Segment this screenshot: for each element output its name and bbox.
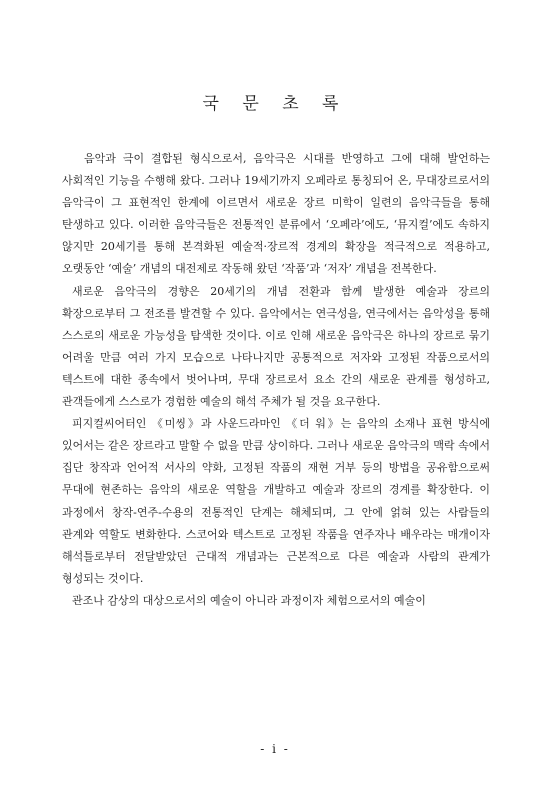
- paragraph: 새로운 음악극의 경향은 20세기의 개념 전환과 함께 발생한 예술과 장르의 확장으로부터 그 전조를 발견할 수 있다. 음악에서는 연극성을, 연극에서는 음악성을 통해 스스로의 새로운 가능성을 탐색한 것이다. 이로 인해 새로운 음악극은 하나의 장르로 묶기 어려울 만큼 여러 가지 모습으로 나타나지만 공통적으로 저자와 고정된 작품으로서의 텍스트에 대한 종속에서 벗어나며, 무대 장르로서 요소 간의 새로운 관계를 형성하고, 관객들에게 스스로가 경험한 예술의 해석 주체가 될 것을 요구한다.: [62, 284, 490, 409]
- page-number: - i -: [260, 742, 290, 756]
- abstract-body: [62, 148, 490, 612]
- paragraph: 관조나 감상의 대상으로서의 예술이 아니라 과정이자 체험으로서의 예술이: [72, 593, 426, 607]
- paragraph: 피지컬씨어터인 《미씽》과 사운드라마인 《더 워》는 음악의 소재나 표현 방식에 있어서는 같은 장르라고 말할 수 없을 만큼 상이하다. 그러나 새로운 음악극의 맥락 속에서 집단 창작과 언어적 서사의 약화, 고정된 작품의 재현 거부 등의 방법을 공유함으로써 무대에 현존하는 음악의 새로운 역할을 개발하고 예술과 장르의 경계를 확장한다. 이 과정에서 창작-연주-수용의 전통적인 단계는 해체되며, 그 안에 얽혀 있는 사람들의 관계와 역할도 변화한다. 스코어와 텍스트로 고정된 작품을 연주자나 배우라는 매개이자 해석틀로부터 전달받았던 근대적 개념과는 근본적으로 다른 예술과 사람의 관계가 형성되는 것이다.: [62, 417, 490, 585]
- paragraph: 음악과 극이 결합된 형식으로서, 음악극은 시대를 반영하고 그에 대해 발언하는 사회적인 기능을 수행해 왔다. 그러나 19세기까지 오페라로 통칭되어 온, 무대장르로서의 음악극이 그 표현적인 한계에 이르면서 새로운 장르 미학이 일련의 음악극들을 통해 탄생하고 있다. 이러한 음악극들은 전통적인 분류에서 ‘오페라’에도, ‘뮤지컬’에도 속하지 않지만 20세기를 통해 본격화된 예술적·장르적 경계의 확장을 적극적으로 적용하고, 오랫동안 ‘예술’ 개념의 대전제로 작동해 왔던 ‘작품’과 ‘저자’ 개념을 전복한다.: [62, 152, 490, 276]
- page-title: 국 문 초 록: [202, 94, 348, 115]
